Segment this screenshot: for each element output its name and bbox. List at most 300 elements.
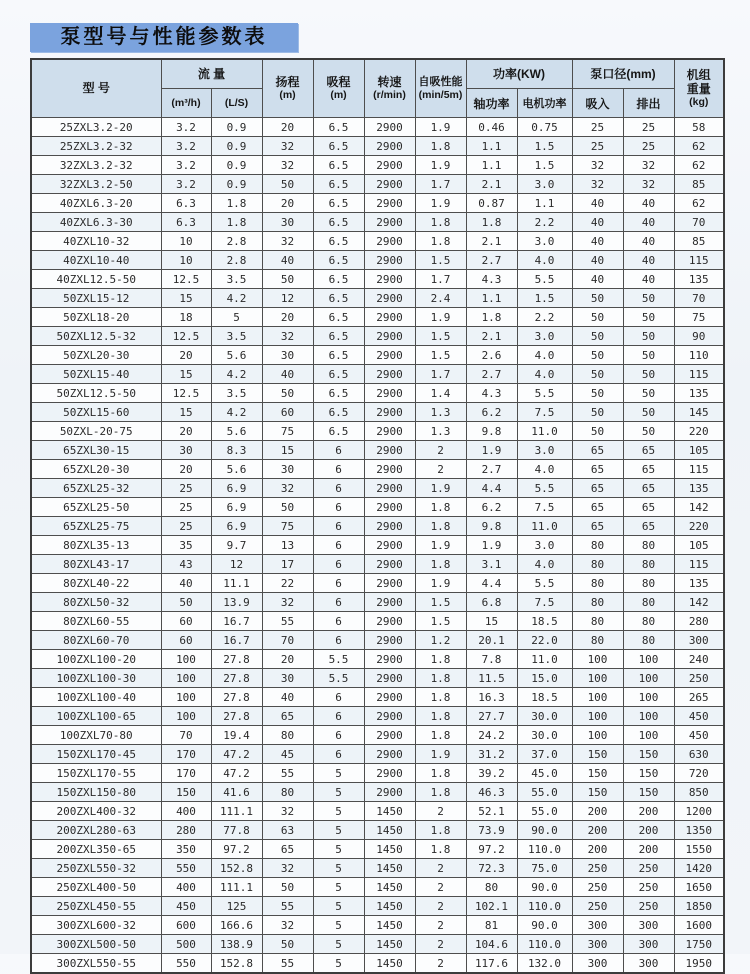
value-cell: 2 (415, 878, 466, 897)
value-cell: 32 (262, 327, 313, 346)
value-cell: 150 (161, 783, 211, 802)
value-cell: 6 (313, 631, 364, 650)
value-cell: 2900 (364, 213, 415, 232)
model-cell: 150ZXL170-55 (31, 764, 161, 783)
value-cell: 1.7 (415, 270, 466, 289)
value-cell: 1.8 (415, 232, 466, 251)
value-cell: 115 (674, 251, 724, 270)
value-cell: 80 (623, 574, 674, 593)
value-cell: 63 (262, 821, 313, 840)
table-row (31, 384, 724, 403)
col-power-group (466, 59, 572, 89)
value-cell: 200 (623, 840, 674, 859)
value-cell: 85 (674, 232, 724, 251)
col-power-motor: 电机功率 (517, 89, 572, 118)
value-cell: 630 (674, 745, 724, 764)
value-cell: 27.8 (211, 707, 262, 726)
value-cell: 2900 (364, 403, 415, 422)
value-cell: 16.7 (211, 612, 262, 631)
table-row (31, 859, 724, 878)
value-cell: 135 (674, 384, 724, 403)
value-cell: 50 (623, 403, 674, 422)
table-row (31, 935, 724, 954)
value-cell: 50 (572, 384, 623, 403)
value-cell: 5.5 (517, 479, 572, 498)
model-cell: 40ZXL6.3-30 (31, 213, 161, 232)
value-cell: 4.0 (517, 555, 572, 574)
table-row (31, 916, 724, 935)
value-cell: 80 (572, 574, 623, 593)
value-cell: 1420 (674, 859, 724, 878)
value-cell: 40 (572, 232, 623, 251)
value-cell: 4.0 (517, 365, 572, 384)
value-cell: 2900 (364, 479, 415, 498)
value-cell: 6.2 (466, 498, 517, 517)
value-cell: 6.9 (211, 517, 262, 536)
value-cell: 3.0 (517, 536, 572, 555)
value-cell: 2900 (364, 441, 415, 460)
table-row (31, 194, 724, 213)
value-cell: 47.2 (211, 764, 262, 783)
value-cell: 27.8 (211, 669, 262, 688)
value-cell: 100 (572, 726, 623, 745)
value-cell: 1.5 (415, 346, 466, 365)
value-cell: 2.1 (466, 327, 517, 346)
value-cell: 6.5 (313, 137, 364, 156)
value-cell: 170 (161, 745, 211, 764)
value-cell: 6 (313, 688, 364, 707)
value-cell: 9.7 (211, 536, 262, 555)
value-cell: 6.5 (313, 232, 364, 251)
value-cell: 200 (623, 802, 674, 821)
value-cell: 65 (572, 517, 623, 536)
value-cell: 65 (572, 441, 623, 460)
value-cell: 25 (623, 118, 674, 137)
value-cell: 2900 (364, 289, 415, 308)
value-cell: 5 (313, 859, 364, 878)
value-cell: 40 (572, 194, 623, 213)
value-cell: 150 (572, 783, 623, 802)
col-weight-label-2: 重量 (686, 81, 711, 96)
value-cell: 2900 (364, 194, 415, 213)
value-cell: 200 (623, 821, 674, 840)
value-cell: 5 (313, 764, 364, 783)
table-row (31, 555, 724, 574)
value-cell: 2.1 (466, 232, 517, 251)
value-cell: 5 (313, 954, 364, 974)
value-cell: 25 (161, 498, 211, 517)
col-model-label: 型 号 (82, 81, 110, 96)
value-cell: 125 (211, 897, 262, 916)
value-cell: 5 (313, 878, 364, 897)
col-flow-label: 流 量 (197, 66, 226, 81)
value-cell: 145 (674, 403, 724, 422)
value-cell: 6.5 (313, 251, 364, 270)
value-cell: 6 (313, 726, 364, 745)
value-cell: 152.8 (211, 859, 262, 878)
table-row (31, 422, 724, 441)
value-cell: 32 (262, 802, 313, 821)
value-cell: 1.8 (415, 650, 466, 669)
value-cell: 55.0 (517, 802, 572, 821)
value-cell: 17 (262, 555, 313, 574)
value-cell: 150 (623, 783, 674, 802)
value-cell: 100 (623, 726, 674, 745)
value-cell: 450 (161, 897, 211, 916)
value-cell: 5.5 (313, 669, 364, 688)
value-cell: 12.5 (161, 384, 211, 403)
value-cell: 250 (572, 897, 623, 916)
value-cell: 1.7 (415, 175, 466, 194)
value-cell: 1.9 (415, 479, 466, 498)
value-cell: 40 (572, 251, 623, 270)
value-cell: 50 (262, 384, 313, 403)
model-cell: 50ZXL18-20 (31, 308, 161, 327)
table-row (31, 802, 724, 821)
value-cell: 142 (674, 593, 724, 612)
value-cell: 27.8 (211, 688, 262, 707)
value-cell: 2900 (364, 593, 415, 612)
value-cell: 6.5 (313, 289, 364, 308)
value-cell: 1.8 (415, 137, 466, 156)
value-cell: 1.7 (415, 365, 466, 384)
value-cell: 58 (674, 118, 724, 137)
value-cell: 90 (674, 327, 724, 346)
value-cell: 2.8 (211, 251, 262, 270)
value-cell: 110.0 (517, 935, 572, 954)
value-cell: 1550 (674, 840, 724, 859)
value-cell: 3.2 (161, 175, 211, 194)
value-cell: 4.2 (211, 365, 262, 384)
value-cell: 0.9 (211, 156, 262, 175)
value-cell: 55 (262, 612, 313, 631)
value-cell: 1.8 (415, 726, 466, 745)
value-cell: 3.1 (466, 555, 517, 574)
value-cell: 170 (161, 764, 211, 783)
value-cell: 40 (262, 251, 313, 270)
value-cell: 40 (623, 194, 674, 213)
model-cell: 50ZXL-20-75 (31, 422, 161, 441)
value-cell: 40 (623, 213, 674, 232)
value-cell: 55 (262, 764, 313, 783)
col-speed-unit: (r/min) (373, 89, 406, 102)
value-cell: 4.0 (517, 460, 572, 479)
value-cell: 1.9 (415, 118, 466, 137)
value-cell: 0.46 (466, 118, 517, 137)
col-suction-unit: (m) (330, 89, 347, 102)
value-cell: 5 (313, 935, 364, 954)
table-body (31, 118, 724, 974)
value-cell: 77.8 (211, 821, 262, 840)
model-cell: 80ZXL43-17 (31, 555, 161, 574)
value-cell: 4.4 (466, 574, 517, 593)
value-cell: 32 (623, 156, 674, 175)
value-cell: 6 (313, 536, 364, 555)
value-cell: 80 (572, 612, 623, 631)
col-head-unit: (m) (279, 89, 296, 102)
value-cell: 32 (262, 156, 313, 175)
value-cell: 111.1 (211, 802, 262, 821)
value-cell: 50 (623, 384, 674, 403)
value-cell: 2.2 (517, 308, 572, 327)
value-cell: 6.3 (161, 213, 211, 232)
value-cell: 2900 (364, 631, 415, 650)
value-cell: 400 (161, 802, 211, 821)
value-cell: 1600 (674, 916, 724, 935)
value-cell: 2.7 (466, 365, 517, 384)
col-port-out: 排出 (623, 89, 674, 118)
value-cell: 1.9 (415, 574, 466, 593)
model-cell: 80ZXL50-32 (31, 593, 161, 612)
value-cell: 27.7 (466, 707, 517, 726)
model-cell: 50ZXL12.5-32 (31, 327, 161, 346)
value-cell: 220 (674, 422, 724, 441)
value-cell: 11.0 (517, 517, 572, 536)
value-cell: 105 (674, 441, 724, 460)
value-cell: 135 (674, 574, 724, 593)
value-cell: 6 (313, 555, 364, 574)
value-cell: 30 (262, 669, 313, 688)
model-cell: 65ZXL20-30 (31, 460, 161, 479)
value-cell: 20 (262, 194, 313, 213)
value-cell: 80 (623, 593, 674, 612)
value-cell: 1850 (674, 897, 724, 916)
col-speed (364, 59, 415, 118)
value-cell: 250 (623, 878, 674, 897)
value-cell: 30 (262, 346, 313, 365)
col-selfprime-label: 自吸性能 (418, 76, 463, 89)
value-cell: 6.5 (313, 118, 364, 137)
value-cell: 2 (415, 916, 466, 935)
model-cell: 150ZXL150-80 (31, 783, 161, 802)
value-cell: 40 (262, 365, 313, 384)
model-cell: 65ZXL25-50 (31, 498, 161, 517)
table-row (31, 669, 724, 688)
value-cell: 1.2 (415, 631, 466, 650)
value-cell: 7.5 (517, 403, 572, 422)
value-cell: 300 (572, 935, 623, 954)
value-cell: 65 (623, 517, 674, 536)
value-cell: 104.6 (466, 935, 517, 954)
value-cell: 6.5 (313, 346, 364, 365)
value-cell: 97.2 (466, 840, 517, 859)
value-cell: 65 (623, 460, 674, 479)
value-cell: 90.0 (517, 821, 572, 840)
value-cell: 1.5 (415, 593, 466, 612)
value-cell: 1.8 (415, 764, 466, 783)
value-cell: 150 (623, 764, 674, 783)
value-cell: 250 (623, 859, 674, 878)
value-cell: 132.0 (517, 954, 572, 974)
value-cell: 22 (262, 574, 313, 593)
value-cell: 9.8 (466, 517, 517, 536)
model-cell: 25ZXL3.2-32 (31, 137, 161, 156)
value-cell: 75.0 (517, 859, 572, 878)
value-cell: 13 (262, 536, 313, 555)
model-cell: 65ZXL30-15 (31, 441, 161, 460)
value-cell: 55 (262, 897, 313, 916)
value-cell: 12 (262, 289, 313, 308)
value-cell: 80 (572, 536, 623, 555)
model-cell: 65ZXL25-75 (31, 517, 161, 536)
value-cell: 1.3 (415, 403, 466, 422)
table-row (31, 954, 724, 974)
value-cell: 4.0 (517, 251, 572, 270)
col-weight-unit: (kg) (689, 96, 709, 109)
value-cell: 22.0 (517, 631, 572, 650)
value-cell: 50 (623, 308, 674, 327)
value-cell: 220 (674, 517, 724, 536)
value-cell: 6 (313, 593, 364, 612)
value-cell: 6 (313, 612, 364, 631)
value-cell: 10 (161, 232, 211, 251)
value-cell: 50 (623, 365, 674, 384)
model-cell: 200ZXL280-63 (31, 821, 161, 840)
value-cell: 19.4 (211, 726, 262, 745)
model-cell: 40ZXL10-32 (31, 232, 161, 251)
value-cell: 32 (262, 859, 313, 878)
value-cell: 5 (313, 783, 364, 802)
value-cell: 300 (572, 916, 623, 935)
col-port-group (572, 59, 674, 89)
value-cell: 2.4 (415, 289, 466, 308)
value-cell: 80 (623, 555, 674, 574)
value-cell: 3.0 (517, 175, 572, 194)
model-cell: 50ZXL15-40 (31, 365, 161, 384)
value-cell: 2 (415, 460, 466, 479)
value-cell: 40 (623, 251, 674, 270)
model-cell: 250ZXL450-55 (31, 897, 161, 916)
value-cell: 50 (623, 422, 674, 441)
table-row (31, 726, 724, 745)
value-cell: 1.5 (517, 156, 572, 175)
value-cell: 5.6 (211, 422, 262, 441)
table-header (31, 59, 724, 118)
value-cell: 138.9 (211, 935, 262, 954)
value-cell: 20 (262, 650, 313, 669)
value-cell: 50 (161, 593, 211, 612)
value-cell: 65 (623, 479, 674, 498)
value-cell: 3.0 (517, 232, 572, 251)
value-cell: 1450 (364, 878, 415, 897)
model-cell: 25ZXL3.2-20 (31, 118, 161, 137)
value-cell: 100 (572, 688, 623, 707)
value-cell: 1.3 (415, 422, 466, 441)
value-cell: 5 (313, 802, 364, 821)
value-cell: 1.9 (415, 156, 466, 175)
value-cell: 9.8 (466, 422, 517, 441)
value-cell: 1200 (674, 802, 724, 821)
value-cell: 6.3 (161, 194, 211, 213)
table-row (31, 213, 724, 232)
value-cell: 80 (572, 593, 623, 612)
value-cell: 6.5 (313, 403, 364, 422)
value-cell: 3.5 (211, 327, 262, 346)
value-cell: 150 (572, 764, 623, 783)
value-cell: 50 (572, 346, 623, 365)
value-cell: 2900 (364, 308, 415, 327)
table-row (31, 441, 724, 460)
value-cell: 15 (262, 441, 313, 460)
value-cell: 32 (262, 232, 313, 251)
col-flow-group (161, 59, 262, 89)
model-cell: 100ZXL70-80 (31, 726, 161, 745)
value-cell: 40 (262, 688, 313, 707)
value-cell: 6 (313, 441, 364, 460)
value-cell: 115 (674, 555, 724, 574)
value-cell: 1450 (364, 821, 415, 840)
value-cell: 550 (161, 954, 211, 974)
model-cell: 65ZXL25-32 (31, 479, 161, 498)
value-cell: 4.0 (517, 346, 572, 365)
value-cell: 100 (623, 650, 674, 669)
model-cell: 40ZXL12.5-50 (31, 270, 161, 289)
value-cell: 1.5 (415, 612, 466, 631)
value-cell: 1.1 (517, 194, 572, 213)
value-cell: 24.2 (466, 726, 517, 745)
col-head (262, 59, 313, 118)
value-cell: 15.0 (517, 669, 572, 688)
value-cell: 32 (572, 156, 623, 175)
value-cell: 2.7 (466, 251, 517, 270)
model-cell: 40ZXL10-40 (31, 251, 161, 270)
value-cell: 72.3 (466, 859, 517, 878)
value-cell: 11.1 (211, 574, 262, 593)
value-cell: 1.5 (517, 137, 572, 156)
value-cell: 55.0 (517, 783, 572, 802)
value-cell: 300 (572, 954, 623, 974)
value-cell: 6.5 (313, 194, 364, 213)
value-cell: 720 (674, 764, 724, 783)
table-row (31, 118, 724, 137)
value-cell: 20 (161, 460, 211, 479)
value-cell: 1450 (364, 802, 415, 821)
value-cell: 2900 (364, 726, 415, 745)
value-cell: 60 (161, 612, 211, 631)
value-cell: 6 (313, 517, 364, 536)
value-cell: 62 (674, 194, 724, 213)
value-cell: 85 (674, 175, 724, 194)
value-cell: 550 (161, 859, 211, 878)
value-cell: 80 (262, 726, 313, 745)
table-row (31, 840, 724, 859)
value-cell: 850 (674, 783, 724, 802)
value-cell: 1.8 (415, 669, 466, 688)
col-weight (674, 59, 724, 118)
value-cell: 1.8 (415, 213, 466, 232)
value-cell: 1.8 (466, 308, 517, 327)
value-cell: 5 (211, 308, 262, 327)
value-cell: 1650 (674, 878, 724, 897)
value-cell: 7.5 (517, 498, 572, 517)
value-cell: 152.8 (211, 954, 262, 974)
value-cell: 32 (572, 175, 623, 194)
value-cell: 1450 (364, 916, 415, 935)
value-cell: 450 (674, 707, 724, 726)
value-cell: 1.9 (415, 308, 466, 327)
value-cell: 6.5 (313, 365, 364, 384)
value-cell: 150 (623, 745, 674, 764)
table-row (31, 251, 724, 270)
model-cell: 150ZXL170-45 (31, 745, 161, 764)
value-cell: 30 (262, 460, 313, 479)
value-cell: 6.5 (313, 270, 364, 289)
value-cell: 2900 (364, 460, 415, 479)
value-cell: 250 (674, 669, 724, 688)
value-cell: 43 (161, 555, 211, 574)
value-cell: 5.5 (517, 574, 572, 593)
col-port-label: 泵口径(mm) (590, 66, 656, 81)
